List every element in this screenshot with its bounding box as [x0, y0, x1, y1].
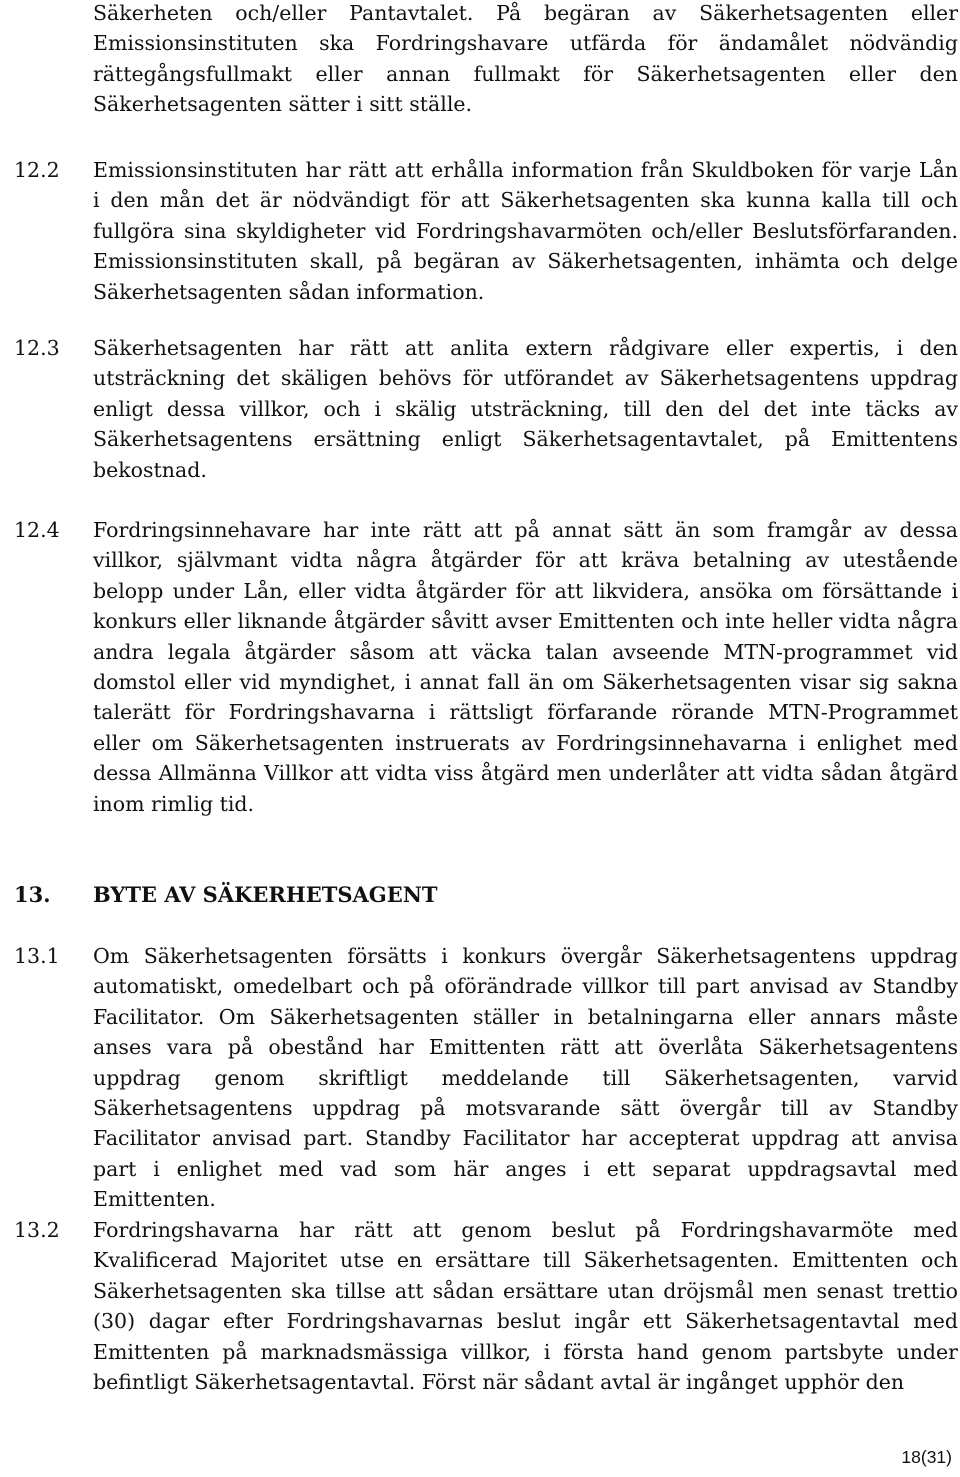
page-number: 18(31) [901, 1447, 952, 1467]
heading-title: BYTE AV SÄKERHETSAGENT [93, 882, 438, 907]
section-text-12-3: Säkerhetsagenten har rätt att anlita extern rådgivare eller expertis, i den utsträckning det skäligen behövs för utförandet av Säkerhetsagentens uppdrag enligt dessa villkor, och i skälig utsträckning, till den del det inte täcks av Säkerhetsagentens ersättning enligt Säkerhetsagentavtalet, på Emittentens bekostnad. [93, 336, 958, 482]
section-number-12-3: 12.3 [14, 336, 60, 360]
section-number-13-2: 13.2 [14, 1218, 60, 1242]
carryover-paragraph: Säkerheten och/eller Pantavtalet. På begäran av Säkerhetsagenten eller Emissionsinstituten ska Fordringshavare utfärda för ändamålet nödvändig rättegångsfullmakt eller annan fullmakt för Säkerhetsagenten eller den Säkerhetsagenten sätter i sitt ställe. [93, 1, 958, 117]
section-text-12-4: Fordringsinnehavare har inte rätt att på annat sätt än som framgår av dessa villkor, självmant vidta några åtgärder för att kräva betalning av utestående belopp under Lån, eller vidta åtgärder för att likvidera, ansöka om försättande i konkurs eller liknande åtgärder såvitt avser Emittenten och inte heller vidta några andra legala åtgärder såsom att väcka talan avseende MTN-programmet vid domstol eller vid myndighet, i annat fall än om Säkerhetsagenten visar sig sakna talerätt för Fordringshavarna i rättsligt förfarande rörande MTN-Programmet eller om Säkerhetsagenten instruerats av Fordringsinnehavarna i enlighet med dessa Allmänna Villkor att vidta viss åtgärd men underlåter att vidta sådan åtgärd inom rimlig tid. [93, 518, 958, 816]
section-text-13-2: Fordringshavarna har rätt att genom beslut på Fordringshavarmöte med Kvalificerad Majoritet utse en ersättare till Säkerhetsagenten. Emittenten och Säkerhetsagenten ska tillse att sådan ersättare utan dröjsmål men senast trettio (30) dagar efter Fordringshavarnas beslut ingår ett Säkerhetsagentavtal med Emittenten på marknadsmässiga villkor, i första hand genom partsbyte under befintligt Säkerhetsagentavtal. Först när sådant avtal är ingånget upphör den [93, 1218, 958, 1395]
heading-number: 13. [14, 882, 51, 907]
section-text-13-1: Om Säkerhetsagenten försätts i konkurs övergår Säkerhetsagentens uppdrag automatiskt, omedelbart och på oförändrade villkor till part anvisad av Standby Facilitator. Om Säkerhetsagenten ställer in betalningarna eller annars måste anses vara på obestånd har Emittenten rätt att överlåta Säkerhetsagentens uppdrag genom skriftligt meddelande till Säkerhetsagenten, varvid Säkerhetsagentens uppdrag på motsvarande sätt övergår till av Standby Facilitator anvisad part. Standby Facilitator har accepterat uppdrag att anvisa part i enlighet med vad som här anges i ett separat uppdragsavtal med Emittenten. [93, 944, 958, 1212]
section-number-12-2: 12.2 [14, 158, 60, 182]
section-number-12-4: 12.4 [14, 518, 60, 542]
section-number-13-1: 13.1 [14, 944, 60, 968]
section-text-12-2: Emissionsinstituten har rätt att erhålla information från Skuldboken för varje Lån i den mån det är nödvändigt för att Säkerhetsagenten ska kunna kalla till och fullgöra sina skyldigheter vid Fordringshavarmöten och/eller Beslutsförfaranden. Emissionsinstituten skall, på begäran av Säkerhetsagenten, inhämta och delge Säkerhetsagenten sådan information. [93, 158, 958, 304]
